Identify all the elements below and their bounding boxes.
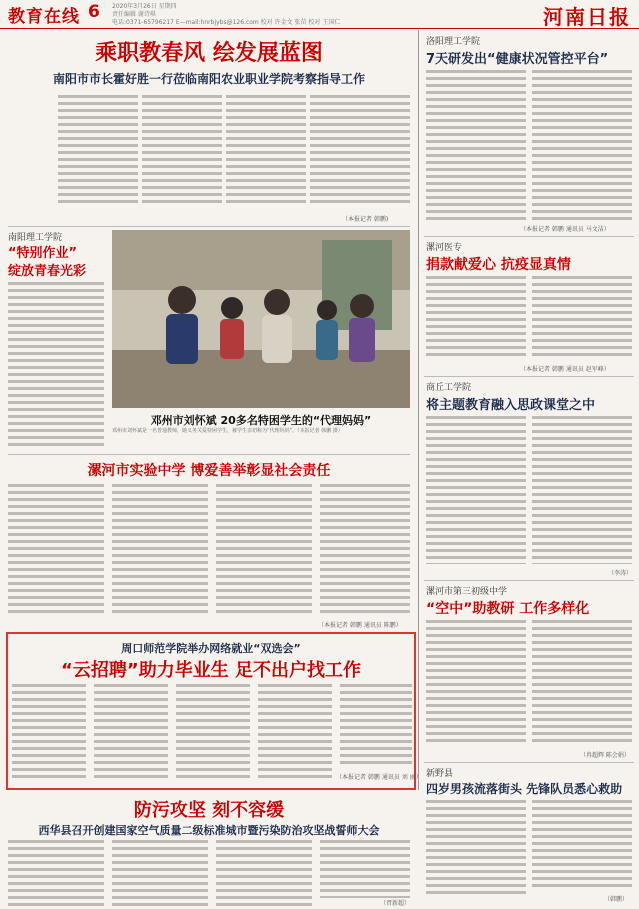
rule: [424, 762, 634, 763]
right-s5-kicker: 新野县: [426, 769, 454, 779]
right-s5-title: 四岁男孩流落街头 先锋队员悉心救助: [426, 782, 623, 796]
right-s2-body-a: [426, 276, 526, 360]
photo-teacher-students: [112, 230, 410, 408]
right-s4-body-b: [532, 620, 632, 746]
bottom-body-col1: [8, 840, 104, 906]
feature-body-col4: [258, 684, 332, 782]
mid-body-col4: [320, 484, 410, 614]
feature-body-col5: [340, 684, 412, 768]
mid-body-col1: [8, 484, 104, 614]
lead-subtitle: 南阳市市长霍好胜一行莅临南阳农业职业学院考察指导工作: [52, 72, 365, 86]
mid-body-col2: [112, 484, 208, 614]
feature-kicker: 周口师范学院举办网络就业“双选会”: [121, 642, 301, 655]
bottom-body-col3: [216, 840, 312, 906]
rule: [424, 236, 634, 237]
rule: [8, 226, 410, 227]
header-contact: 电话:0371-65796217 E—mail:hnrbjybs@126.com 校对 许金文 张苗 校对 王国仁: [112, 19, 341, 26]
right-s4-title: “空中”助教研 工作多样化: [426, 601, 590, 617]
right-s1-body-b: [532, 70, 632, 220]
rule: [424, 580, 634, 581]
photo-caption: 邓州市刘怀斌是一名普通教师，她义务关爱特困学生，被学生亲切称为“代理妈妈”。（本报记者 韩鹏 摄）: [112, 428, 343, 434]
right-s1-byline: （本报记者 韩鹏 通讯员 马文洁）: [520, 226, 610, 233]
lead-byline: （本报记者 韩鹏): [342, 216, 389, 223]
right-s1-title: 7天研发出“健康状况管控平台”: [426, 52, 609, 67]
feature-body-col2: [94, 684, 168, 782]
left-kicker: 南阳理工学院: [8, 233, 63, 243]
right-s2-title: 捐款献爱心 抗疫显真情: [426, 257, 571, 273]
right-s5-byline: （韩鹏）: [604, 896, 629, 903]
header-meta: [112, 3, 340, 27]
column-divider: [418, 30, 419, 790]
bottom-body-col4: [320, 840, 410, 898]
right-s3-byline: （李涛）: [608, 570, 633, 577]
header-date: 2020年3月26日 星期四: [112, 3, 177, 10]
right-s1-kicker: 洛阳理工学院: [426, 37, 481, 47]
right-s3-kicker: 商丘工学院: [426, 383, 472, 393]
bottom-subtitle: 西华县召开创建国家空气质量二级标准城市暨污染防治攻坚战誓师大会: [38, 824, 380, 837]
right-s3-body-b: [532, 416, 632, 564]
rule: [424, 376, 634, 377]
section-title: 教育在线: [8, 7, 80, 27]
rule: [8, 454, 410, 455]
header-editor: 责任编辑 谢诗琪: [112, 11, 156, 18]
feature-title: “云招聘”助力毕业生 足不出户找工作: [61, 660, 361, 681]
right-s3-title: 将主题教育融入思政课堂之中: [426, 398, 596, 413]
photo-title: 邓州市刘怀斌 20多名特困学生的“代理妈妈”: [150, 414, 372, 427]
bottom-body-col2: [112, 840, 208, 906]
newspaper-logo: 河南日报: [543, 5, 631, 29]
lead-body-col4: [310, 95, 410, 207]
right-s2-body-b: [532, 276, 632, 360]
mid-byline: （本报记者 韩鹏 通讯员 陈鹏）: [318, 622, 402, 629]
right-s2-kicker: 漯河医专: [426, 243, 463, 253]
right-s4-kicker: 漯河市第三初级中学: [426, 587, 508, 597]
photo-illustration: [112, 230, 410, 408]
right-s5-body-b: [532, 800, 632, 888]
right-s4-body-a: [426, 620, 526, 746]
left-body: [8, 282, 104, 450]
right-s1-body-a: [426, 70, 526, 220]
lead-body-col2: [142, 95, 222, 207]
mid-title: 漯河市实验中学 博爱善举彰显社会责任: [87, 463, 331, 479]
right-s3-body-a: [426, 416, 526, 564]
bottom-title: 防污攻坚 刻不容缓: [133, 800, 285, 821]
right-s4-byline: （冉超辉 陈会娟）: [580, 752, 630, 759]
feature-byline: （本报记者 韩鹏 通讯员 刘 丽）: [336, 774, 422, 781]
right-s5-body-a: [426, 800, 526, 896]
lead-body-col3: [226, 95, 306, 207]
lead-title: 乘职教春风 绘发展蓝图: [95, 41, 323, 66]
feature-body-col1: [12, 684, 86, 782]
left-title-1: “特别作业”: [8, 246, 78, 261]
bottom-byline: （胥新超）: [380, 900, 411, 907]
right-s2-byline: （本报记者 韩鹏 通讯员 赵军峰）: [520, 366, 610, 373]
page-header: [0, 0, 639, 29]
mid-body-col3: [216, 484, 312, 614]
page-number: 6: [88, 2, 100, 22]
feature-body-col3: [176, 684, 250, 782]
left-title-2: 绽放青春光彩: [8, 264, 87, 279]
lead-body-col1: [58, 95, 138, 207]
